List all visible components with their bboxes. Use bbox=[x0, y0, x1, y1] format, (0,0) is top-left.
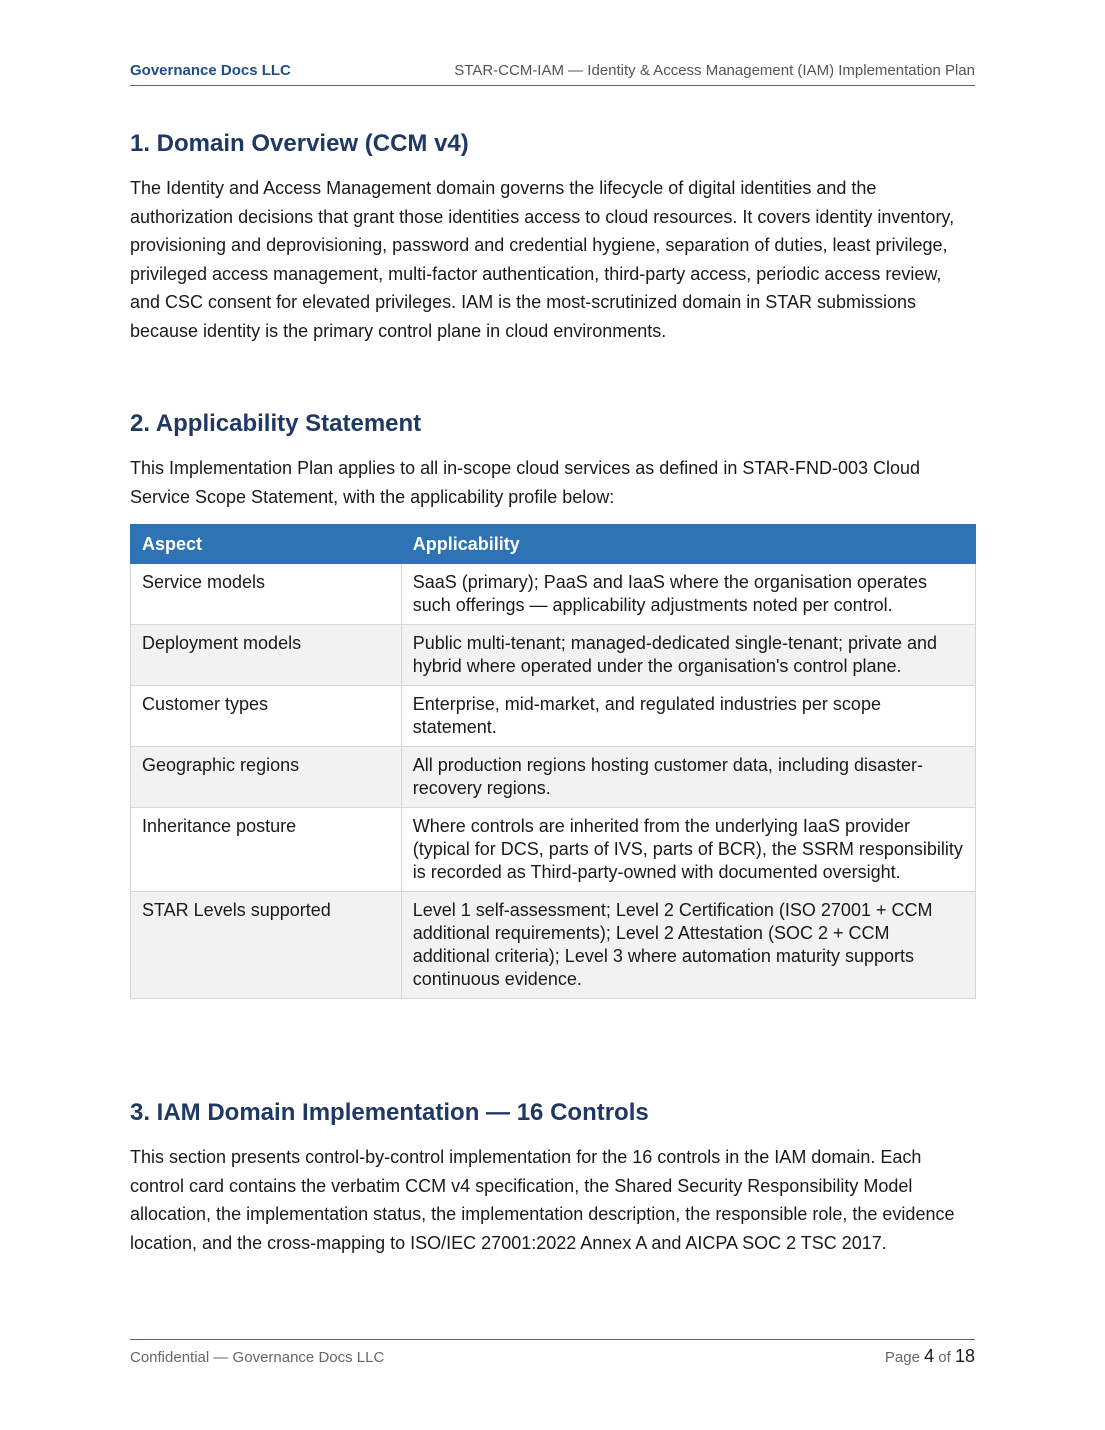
page-label: Page bbox=[884, 1349, 920, 1366]
table-header-aspect: Aspect bbox=[131, 525, 402, 564]
table-row bbox=[131, 686, 976, 747]
table-row bbox=[131, 892, 976, 999]
page-of-label: of bbox=[938, 1349, 951, 1366]
table-cell-applicability: Level 1 self-assessment; Level 2 Certification (ISO 27001 + CCM additional requirements); Level 2 Attestation (SOC 2 + CCM additional criteria); Level 3 where automation maturity supports continuous evidence. bbox=[401, 892, 975, 999]
section-3-paragraph: This section presents control-by-control implementation for the 16 controls in the IAM domain. Each control card contains the verbatim CCM v4 specification, the Shared Security Responsibility Model allocation, the implementation status, the implementation description, the responsible role, the evidence location, and the cross-mapping to ISO/IEC 27001:2022 Annex A and AICPA SOC 2 TSC 2017. bbox=[130, 1147, 955, 1253]
section-2-paragraph: This Implementation Plan applies to all in-scope cloud services as defined in STAR-FND-003 Cloud Service Scope Statement, with the applicability profile below: bbox=[130, 458, 921, 507]
running-footer bbox=[130, 1339, 975, 1367]
section-3-heading: 3. IAM Domain Implementation — 16 Controls bbox=[130, 1099, 649, 1126]
table-cell-aspect: STAR Levels supported bbox=[131, 892, 402, 999]
table-cell-aspect: Deployment models bbox=[131, 625, 402, 686]
applicability-table bbox=[130, 524, 976, 999]
table-row bbox=[131, 625, 976, 686]
page-current: 4 bbox=[924, 1346, 935, 1366]
page-total: 18 bbox=[954, 1346, 975, 1366]
header-document-title: STAR-CCM-IAM — Identity & Access Management (IAM) Implementation Plan bbox=[454, 62, 975, 79]
page-number bbox=[885, 1346, 975, 1367]
footer-confidential-notice: Confidential — Governance Docs LLC bbox=[130, 1349, 385, 1366]
table-row bbox=[131, 564, 976, 625]
table-cell-applicability: All production regions hosting customer data, including disaster-recovery regions. bbox=[401, 747, 975, 808]
section-2-heading: 2. Applicability Statement bbox=[130, 410, 422, 437]
table-cell-aspect: Service models bbox=[131, 564, 402, 625]
table-cell-applicability: SaaS (primary); PaaS and IaaS where the organisation operates such offerings — applicability adjustments noted per control. bbox=[401, 564, 975, 625]
table-header-applicability: Applicability bbox=[401, 525, 975, 564]
table-cell-applicability: Where controls are inherited from the underlying IaaS provider (typical for DCS, parts of IVS, parts of BCR), the SSRM responsibility is recorded as Third-party-owned with documented oversight. bbox=[401, 808, 975, 892]
section-1-heading: 1. Domain Overview (CCM v4) bbox=[130, 130, 469, 157]
running-header bbox=[130, 62, 975, 86]
section-1-paragraph: The Identity and Access Management domain governs the lifecycle of digital identities and the authorization decisions that grant those identities access to cloud resources. It covers identity inventory, provisioning and deprovisioning, password and credential hygiene, separation of duties, least privilege, privileged access management, multi-factor authentication, third-party access, periodic access review, and CSC consent for elevated privileges. IAM is the most-scrutinized domain in STAR submissions because identity is the primary control plane in cloud environments. bbox=[130, 178, 955, 341]
table-header-row bbox=[131, 525, 976, 564]
table-cell-aspect: Customer types bbox=[131, 686, 402, 747]
document-page bbox=[130, 0, 975, 1430]
header-company-name: Governance Docs LLC bbox=[130, 62, 291, 79]
table-row bbox=[131, 808, 976, 892]
table-cell-applicability: Enterprise, mid-market, and regulated industries per scope statement. bbox=[401, 686, 975, 747]
table-row bbox=[131, 747, 976, 808]
table-cell-aspect: Inheritance posture bbox=[131, 808, 402, 892]
table-cell-aspect: Geographic regions bbox=[131, 747, 402, 808]
table-cell-applicability: Public multi-tenant; managed-dedicated single-tenant; private and hybrid where operated under the organisation's control plane. bbox=[401, 625, 975, 686]
